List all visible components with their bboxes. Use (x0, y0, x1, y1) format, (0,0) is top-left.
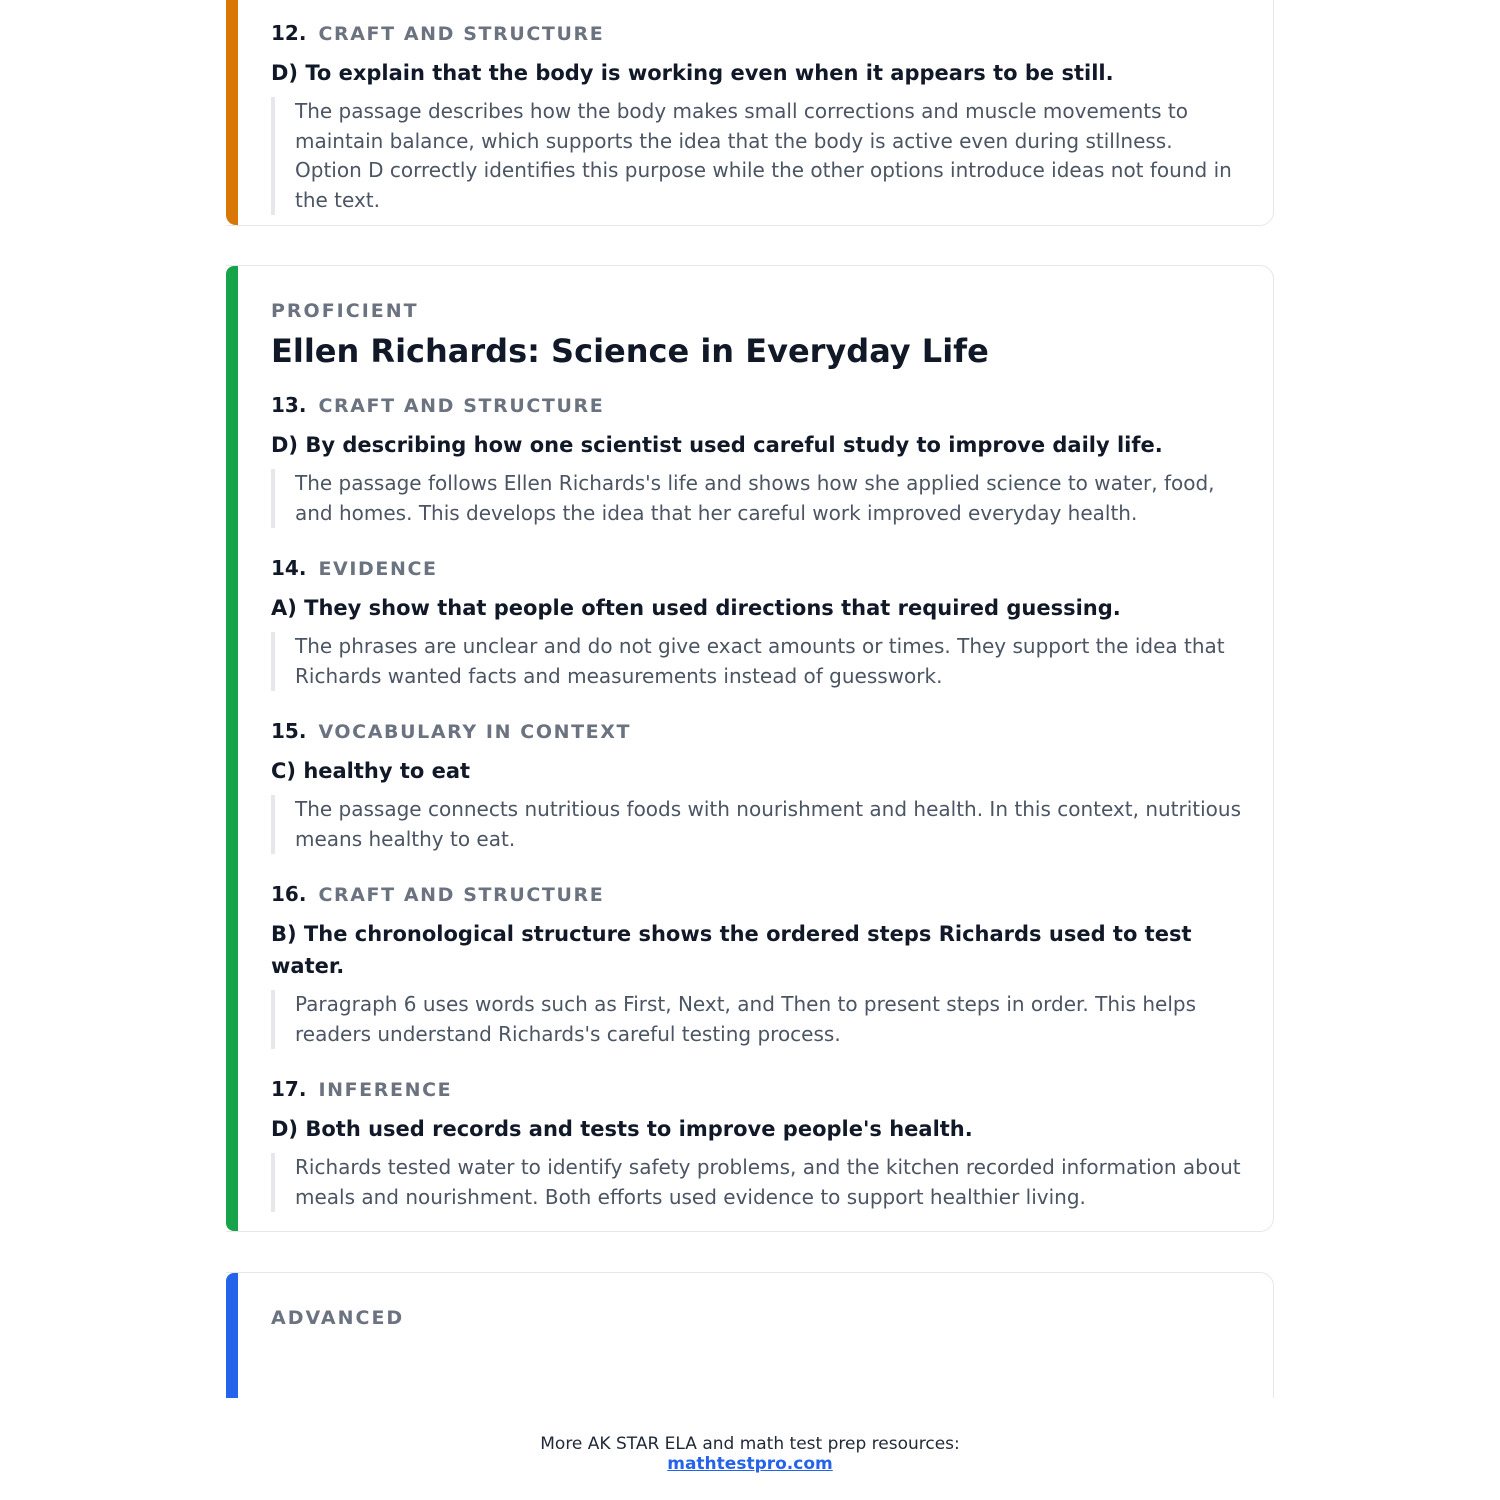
answer-explanation: The passage describes how the body makes small corrections and muscle movements to maintain balance, which supports the idea that the body is active even during stillness. Option D correctly identifies this purpose while the other options introduce ideas not found in the text. (271, 97, 1243, 215)
question-header (271, 1077, 1243, 1107)
question-number: 12. (271, 21, 307, 45)
proficient-card (226, 265, 1274, 1232)
level-color-bar (226, 0, 238, 225)
question-category: CRAFT AND STRUCTURE (318, 23, 605, 45)
footer-text: More AK STAR ELA and math test prep resources: (540, 1434, 960, 1454)
question-15 (271, 719, 1243, 854)
answer-explanation: The passage follows Ellen Richards's life and shows how she applied science to water, food, and homes. This develops the idea that her careful work improved everyday health. (271, 469, 1243, 528)
answer-explanation: Paragraph 6 uses words such as First, Next, and Then to present steps in order. This helps readers understand Richards's careful testing process. (271, 990, 1243, 1049)
answer-explanation: The passage connects nutritious foods with nourishment and health. In this context, nutritious means healthy to eat. (271, 795, 1243, 854)
level-label: ADVANCED (271, 1307, 405, 1329)
question-number: 15. (271, 719, 307, 743)
question-13 (271, 393, 1243, 528)
correct-answer: C) healthy to eat (271, 759, 471, 783)
answer-explanation: Richards tested water to identify safety problems, and the kitchen recorded information about meals and nourishment. Both efforts used evidence to support healthier living. (271, 1153, 1243, 1212)
question-12 (271, 21, 1243, 215)
question-category: CRAFT AND STRUCTURE (318, 884, 605, 906)
question-16 (271, 882, 1243, 1049)
correct-answer: D) To explain that the body is working even when it appears to be still. (271, 61, 1114, 85)
passage-title: Ellen Richards: Science in Everyday Life (271, 332, 989, 370)
footer (0, 1434, 1500, 1474)
question-category: VOCABULARY IN CONTEXT (318, 721, 632, 743)
developing-card (226, 0, 1274, 226)
question-number: 14. (271, 556, 307, 580)
advanced-card (226, 1272, 1274, 1398)
correct-answer: A) They show that people often used directions that required guessing. (271, 596, 1121, 620)
question-header (271, 393, 1243, 423)
correct-answer: D) Both used records and tests to improve people's health. (271, 1117, 973, 1141)
correct-answer: B) The chronological structure shows the ordered steps Richards used to test water. (271, 922, 1192, 978)
question-header (271, 719, 1243, 749)
level-color-bar (226, 266, 238, 1231)
answer-explanation: The phrases are unclear and do not give exact amounts or times. They support the idea that Richards wanted facts and measurements instead of guesswork. (271, 632, 1243, 691)
question-number: 17. (271, 1077, 307, 1101)
question-header (271, 882, 1243, 912)
question-list (271, 393, 1243, 1212)
level-label: PROFICIENT (271, 300, 419, 322)
question-header (271, 556, 1243, 586)
question-header (271, 21, 1243, 51)
footer-link[interactable]: mathtestpro.com (667, 1454, 833, 1474)
question-category: CRAFT AND STRUCTURE (318, 395, 605, 417)
question-number: 13. (271, 393, 307, 417)
question-number: 16. (271, 882, 307, 906)
level-color-bar (226, 1273, 238, 1398)
question-14 (271, 556, 1243, 691)
question-category: INFERENCE (318, 1079, 453, 1101)
question-17 (271, 1077, 1243, 1212)
correct-answer: D) By describing how one scientist used careful study to improve daily life. (271, 433, 1163, 457)
question-category: EVIDENCE (318, 558, 438, 580)
